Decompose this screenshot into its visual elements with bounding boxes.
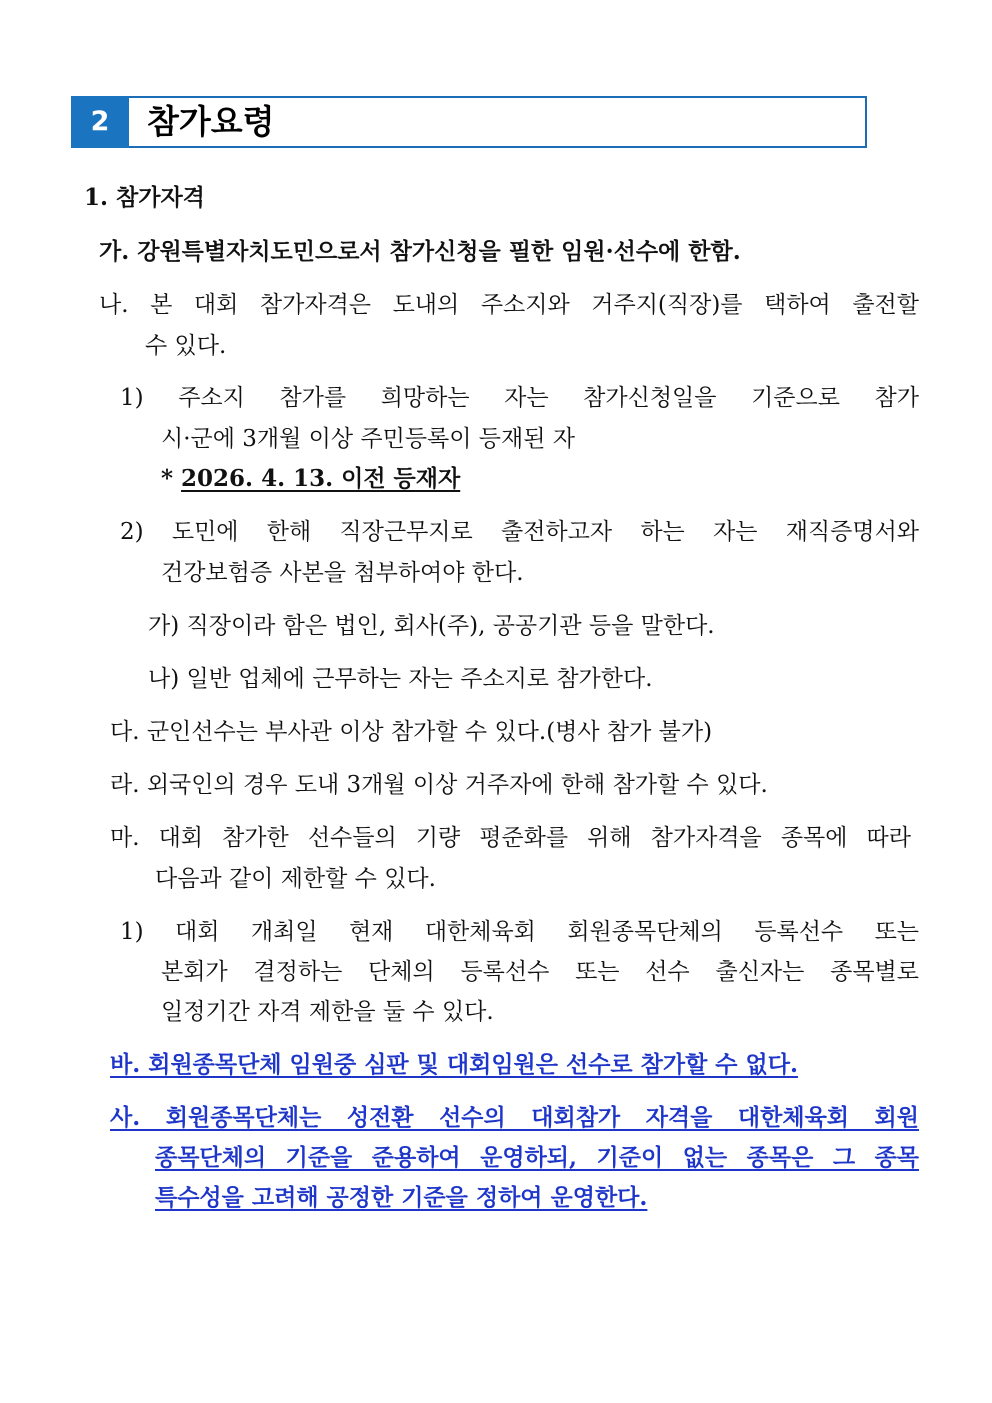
clause-ra: 라. 외국인의 경우 도내 3개월 이상 거주자에 한해 참가할 수 있다.: [110, 772, 768, 798]
clause-na-1-line1: 1) 주소지 참가를 희망하는 자는 참가신청일을 기준으로 참가: [120, 385, 919, 411]
clause-ma-1-line1: 1) 대회 개최일 현재 대한체육회 회원종목단체의 등록선수 또는: [120, 919, 919, 945]
clause-ga: 가. 강원특별자치도민으로서 참가신청을 필한 임원·선수에 한함.: [99, 238, 741, 265]
section-number-badge: 2: [71, 96, 129, 148]
clause-ma-line2: 다음과 같이 제한할 수 있다.: [155, 866, 436, 892]
section-header: [71, 96, 867, 148]
clause-na-2-line2: 건강보험증 사본을 첨부하여야 한다.: [161, 560, 524, 586]
clause-na-line1: 나. 본 대회 참가자격은 도내의 주소지와 거주지(직장)를 택하여 출전할: [99, 292, 919, 318]
clause-ma-1-line3: 일정기간 자격 제한을 둘 수 있다.: [161, 999, 494, 1025]
clause-ma-line1: 마. 대회 참가한 선수들의 기량 평준화를 위해 참가자격을 종목에 따라: [110, 825, 911, 851]
clause-ma-1-line2: 본회가 결정하는 단체의 등록선수 또는 선수 출신자는 종목별로: [161, 959, 919, 985]
clause-na-1-note: [161, 464, 460, 494]
clause-sa-line3: 특수성을 고려해 공정한 기준을 정하여 운영한다.: [155, 1184, 648, 1211]
clause-na-2-line1: 2) 도민에 한해 직장근무지로 출전하고자 하는 자는 재직증명서와: [120, 519, 919, 545]
item1-heading: 1. 참가자격: [84, 184, 205, 211]
note-date-text: 2026. 4. 13. 이전 등재자: [181, 465, 461, 492]
clause-na-line2: 수 있다.: [145, 333, 227, 359]
clause-da: 다. 군인선수는 부사관 이상 참가할 수 있다.(병사 참가 불가): [110, 719, 713, 745]
section-title: 참가요령: [147, 102, 275, 141]
clause-na-1-line2: 시·군에 3개월 이상 주민등록이 등재된 자: [161, 426, 575, 452]
note-asterisk: *: [161, 465, 182, 492]
clause-sa-line1: 사. 회원종목단체는 성전환 선수의 대회참가 자격을 대한체육회 회원: [110, 1104, 919, 1131]
clause-sa-line2: 종목단체의 기준을 준용하여 운영하되, 기준이 없는 종목은 그 종목: [155, 1144, 919, 1171]
clause-ba: 바. 회원종목단체 임원중 심판 및 대회임원은 선수로 참가할 수 없다.: [110, 1051, 798, 1078]
clause-na-2-ga: 가) 직장이라 함은 법인, 회사(주), 공공기관 등을 말한다.: [148, 613, 715, 639]
clause-na-2-na: 나) 일반 업체에 근무하는 자는 주소지로 참가한다.: [148, 666, 653, 692]
